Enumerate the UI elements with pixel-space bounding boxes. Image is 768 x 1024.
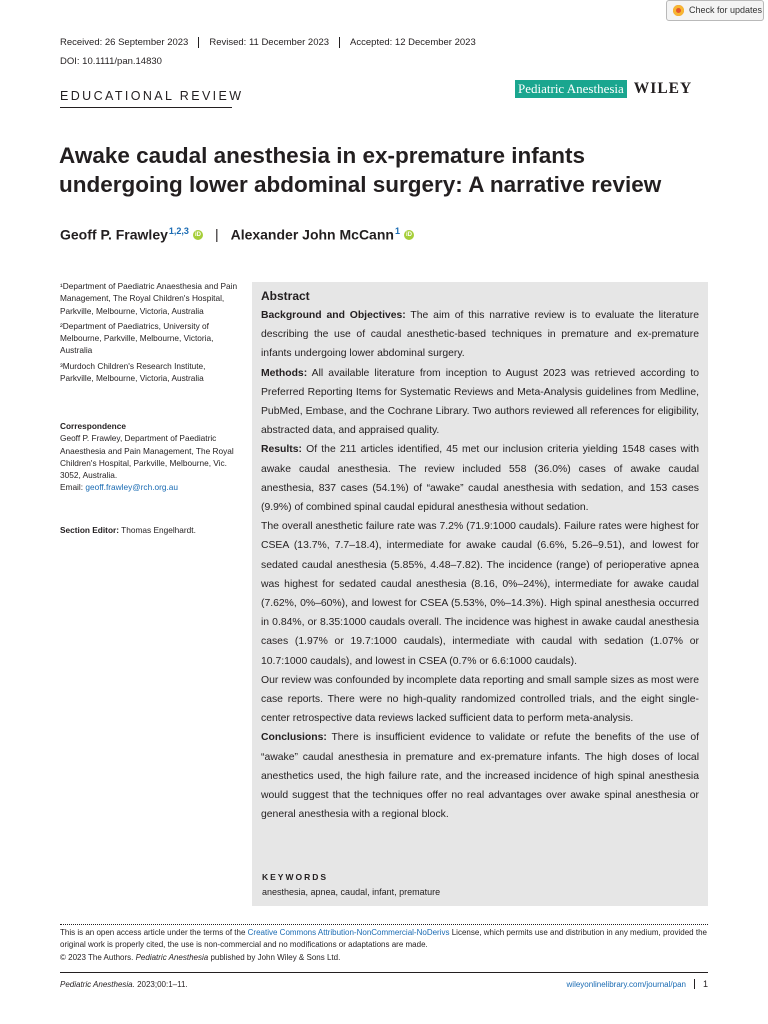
check-for-updates-label: Check for updates — [689, 5, 763, 15]
author-separator: | — [214, 226, 219, 242]
crossmark-icon — [673, 5, 684, 16]
doi[interactable]: DOI: 10.1111/pan.14830 — [60, 56, 162, 67]
affiliations — [60, 280, 240, 387]
check-for-updates-button[interactable] — [666, 0, 764, 21]
footer-citation: Pediatric Anesthesia. 2023;00:1–11. — [60, 980, 188, 989]
affiliation-1: ¹Department of Paediatric Anaesthesia and Pain Management, The Royal Children's Hospital, Parkville, Melbourne, Victoria, Australia — [60, 281, 238, 316]
page-number: 1 — [694, 979, 708, 989]
abstract-heading: Abstract — [261, 289, 310, 303]
author-list — [60, 226, 414, 243]
publisher-logo: WILEY — [633, 80, 693, 97]
article-title: Awake caudal anesthesia in ex-premature infants undergoing lower abdominal surgery: A narrative review — [59, 143, 662, 197]
abstract-box — [252, 282, 708, 906]
license-divider — [60, 924, 708, 925]
section-label: EDUCATIONAL REVIEW — [60, 89, 244, 103]
accepted-date: Accepted: 12 December 2023 — [339, 37, 486, 48]
journal-url-link[interactable]: wileyonlinelibrary.com/journal/pan — [566, 979, 686, 989]
received-date: Received: 26 September 2023 — [60, 37, 189, 48]
correspondence-email-line: Email: geoff.frawley@rch.org.au — [60, 482, 179, 493]
correspondence-text: Geoff P. Frawley, Department of Paediatric Anaesthesia and Pain Management, The Royal Children's Hospital, Parkville, Melbourne, Vic. 3052, Australia. — [60, 433, 234, 481]
journal-logo[interactable] — [515, 80, 692, 98]
author-2-affiliation-refs[interactable]: 1 — [394, 226, 400, 236]
affiliation-2: ²Department of Paediatrics, University of Melbourne, Parkville, Melbourne, Victoria, Australia — [60, 320, 214, 356]
correspondence-heading: Correspondence — [60, 421, 126, 431]
abstract-methods: Methods: All available literature from inception to August 2023 was retrieved according to Preferred Reporting Items for Systematic Reviews and Meta-Analysis guidelines from Medline, PubMed, Embase, and the Cochrane Library. Two authors reviewed all references for eligibility, abstracted data, and appraised quality. — [261, 367, 699, 437]
footer-divider — [60, 972, 708, 973]
section-editor-label: Section Editor: — [60, 525, 120, 535]
affiliation-3: ³Murdoch Children's Research Institute, Parkville, Melbourne, Victoria, Australia — [60, 360, 206, 384]
author-2[interactable]: Alexander John McCann$^1$ — [230, 226, 400, 243]
abstract-results: Results: Of the 211 articles identified, 45 met our inclusion criteria yielding 1548 cases with awake caudal anesthesia. The review included 558 (36.0%) cases of awake caudal anesthesia, 837 cases (54.1%) of “awake” caudal anesthesia with sedation, and 153 cases (9.9%) of combined spinal caudal epidural anesthesia without sedation. — [261, 444, 699, 514]
section-underline — [60, 107, 232, 108]
author-1[interactable]: Geoff P. Frawley$^{1,2,3}$ — [60, 226, 189, 243]
abstract-results-limitations: Our review was confounded by incomplete data reporting and small sample sizes as most were case reports. There were no high-quality randomized controlled trials, and the eight single-center retrospective data reviews lacked sufficient data to perform meta-analysis. — [261, 674, 699, 725]
license-notice: This is an open access article under the terms of the Creative Commons Attribution-NonCommercial-NoDerivs License, which permits use and distribution in any medium, provided the original work is properly cited, the use is non-commercial and no modifications or adaptations are made. © 2023 The Authors. Pediatric Anesthesia published by John Wiley & Sons Ltd. — [60, 928, 707, 962]
orcid-icon[interactable]: iD — [405, 232, 412, 238]
abstract-results-continued: The overall anesthetic failure rate was 7.2% (71.9:1000 caudals). Failure rates were highest for CSEA (13.7%, 7.7–18.4), intermediate for awake caudal (6.6%, 5.26–9.51), and lowest for sedated caudal anesthesia (5.85%, 4.48–7.82). The incidence (range) of perioperative apnea was highest for sedated caudal anesthesia (8.16, 0%–24%), intermediate for awake caudal (7.62%, 0%–60%), and lowest for CSEA (5.53%, 0%–14.3%). High spinal anesthesia occurred in 0.84%, or 8.35:1000 caudals overall. The incidence was highest in awake caudal anesthesia cases (1.97% or 19.7:1000 caudals), intermediate with caudal with sedation (1.07% or 10.7:1000 caudals), and lowest in CSEA (0.7% or 6.6:1000 caudals). — [261, 521, 699, 667]
section-editor-name: Thomas Engelhardt. — [121, 525, 196, 535]
keywords-heading: KEYWORDS — [262, 872, 329, 882]
article-dates — [60, 37, 486, 48]
author-1-affiliation-refs[interactable]: 1,2,3 — [168, 226, 189, 236]
orcid-icon[interactable]: iD — [194, 232, 201, 238]
correspondence — [60, 420, 240, 494]
revised-date: Revised: 11 December 2023 — [198, 37, 339, 48]
email-link[interactable]: geoff.frawley@rch.org.au — [85, 482, 179, 493]
cc-license-link[interactable]: Creative Commons Attribution-NonCommercial-NoDerivs — [247, 928, 450, 937]
journal-name: Pediatric Anesthesia — [515, 80, 627, 98]
footer-right — [567, 979, 708, 989]
section-editor — [60, 524, 240, 536]
abstract-conclusions: Conclusions: There is insufficient evidence to validate or refute the benefits of the use of “awake” caudal anesthesia in premature and ex-premature infants. The high doses of local anesthetics used, the high failure rate, and the increased incidence of high spinal anesthesia would suggest that the techniques offer no real advantages over awake spinal anesthesia or general anesthesia with a regional block. — [261, 732, 699, 821]
keywords-list: anesthesia, apnea, caudal, infant, premature — [262, 887, 441, 897]
abstract-background: Background and Objectives: The aim of this narrative review is to evaluate the literature describing the use of caudal anesthetic-based techniques in premature and ex-premature infants undergoing lower abdominal surgery. — [261, 310, 699, 360]
